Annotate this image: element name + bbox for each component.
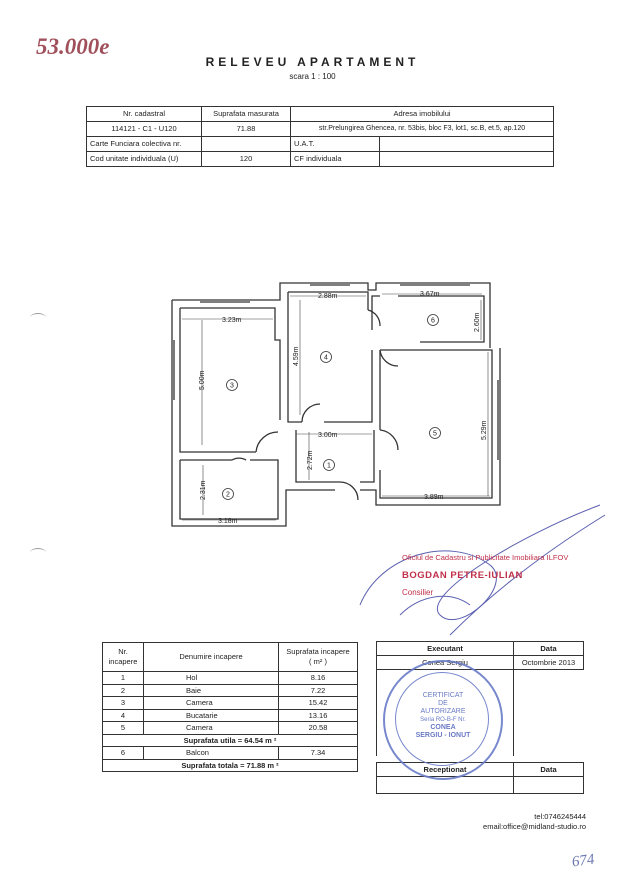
ocpi-office: Oficiul de Cadastru si Publicitate Imobiliara ILFOV (402, 553, 569, 562)
certification-stamp (383, 660, 503, 780)
room-number-3: 3 (230, 382, 234, 390)
contact-email: email:office@midland-studio.ro (483, 822, 586, 831)
dim-room4-height: 4.59m (293, 346, 300, 366)
header-room-area: Suprafata incapere ( m² ) (279, 643, 358, 672)
dim-room2-width: 3.18m (218, 518, 238, 525)
dim-balcony-width: 3.67m (420, 291, 440, 298)
cod-unitate-label: Cod unitate individuala (U) (87, 152, 202, 167)
certification-stamp-text: CERTIFICAT DE AUTORIZARE Seria RO-B-F Nr. CONEA SERGIU - IONUT (415, 692, 471, 739)
executant-name: Conea Sergiu (377, 656, 514, 670)
header-receptionat: Receptionat (377, 763, 514, 777)
document-title: RELEVEU APARTAMENT (205, 55, 420, 69)
header-executant: Executant (377, 642, 514, 656)
contact-phone: tel:0746245444 (534, 812, 586, 821)
table-row: 2 Baie 7.22 (103, 684, 358, 697)
room-number-5: 5 (433, 430, 437, 438)
surface-value: 71.88 (202, 122, 291, 137)
ocpi-stamp (402, 553, 612, 597)
uat-label: U.A.T. (291, 137, 380, 152)
header-receptie-date: Data (514, 763, 584, 777)
ocpi-name: BOGDAN PETRE-IULIAN (402, 570, 523, 581)
carte-funciara-label: Carte Funciara colectiva nr. (87, 137, 202, 152)
cf-individuala-label: CF individuala (291, 152, 380, 167)
table-row: 1 Hol 8.16 (103, 672, 358, 685)
dim-room4-width: 2.88m (318, 293, 338, 300)
cadastral-value: 114121 - C1 - U120 (87, 122, 202, 137)
total-area: Suprafata totala = 71.88 m ² (103, 759, 358, 772)
dim-hall-height: 2.72m (307, 450, 314, 470)
dim-balcony-height: 2.60m (474, 312, 481, 332)
useful-area-total: Suprafata utila = 64.54 m ² (103, 734, 358, 747)
header-room-nr: Nr. incapere (103, 643, 144, 672)
room-number-2: 2 (226, 491, 230, 499)
header-exec-date: Data (514, 642, 584, 656)
document-scale: scara 1 : 100 (289, 72, 336, 81)
rooms-table (102, 642, 358, 772)
table-row: 6 Balcon 7.34 (103, 747, 358, 760)
header-cadastral: Nr. cadastral (87, 107, 202, 122)
dim-room2-height: 2.31m (200, 480, 207, 500)
dim-room5-width: 3.89m (424, 494, 444, 501)
room-number-6: 6 (431, 317, 435, 325)
ocpi-role: Consilier (402, 588, 434, 597)
page-number-handwritten: 674 (570, 851, 596, 871)
room-number-4: 4 (324, 354, 328, 362)
dim-room5-height: 5.29m (481, 420, 488, 440)
table-row: 4 Bucatarie 13.16 (103, 709, 358, 722)
header-address: Adresa imobilului (291, 107, 554, 122)
dim-hall-width: 3.00m (318, 432, 338, 439)
header-room-name: Denumire incapere (144, 643, 279, 672)
table-row: 5 Camera 20.58 (103, 722, 358, 735)
table-row: 3 Camera 15.42 (103, 697, 358, 710)
room-number-1: 1 (327, 462, 331, 470)
contact-info (483, 812, 586, 832)
executant-date: Octombrie 2013 (514, 656, 584, 670)
dim-room3-width: 3.23m (222, 317, 242, 324)
address-value: str.Prelungirea Ghencea, nr. 53bis, bloc F3, lot1, sc.B, et.5, ap.120 (291, 122, 554, 137)
header-surface: Suprafata masurata (202, 107, 291, 122)
dim-room3-height: 5.00m (199, 370, 206, 390)
price-annotation: 53.000e (36, 34, 110, 59)
cod-unitate-value: 120 (202, 152, 291, 167)
